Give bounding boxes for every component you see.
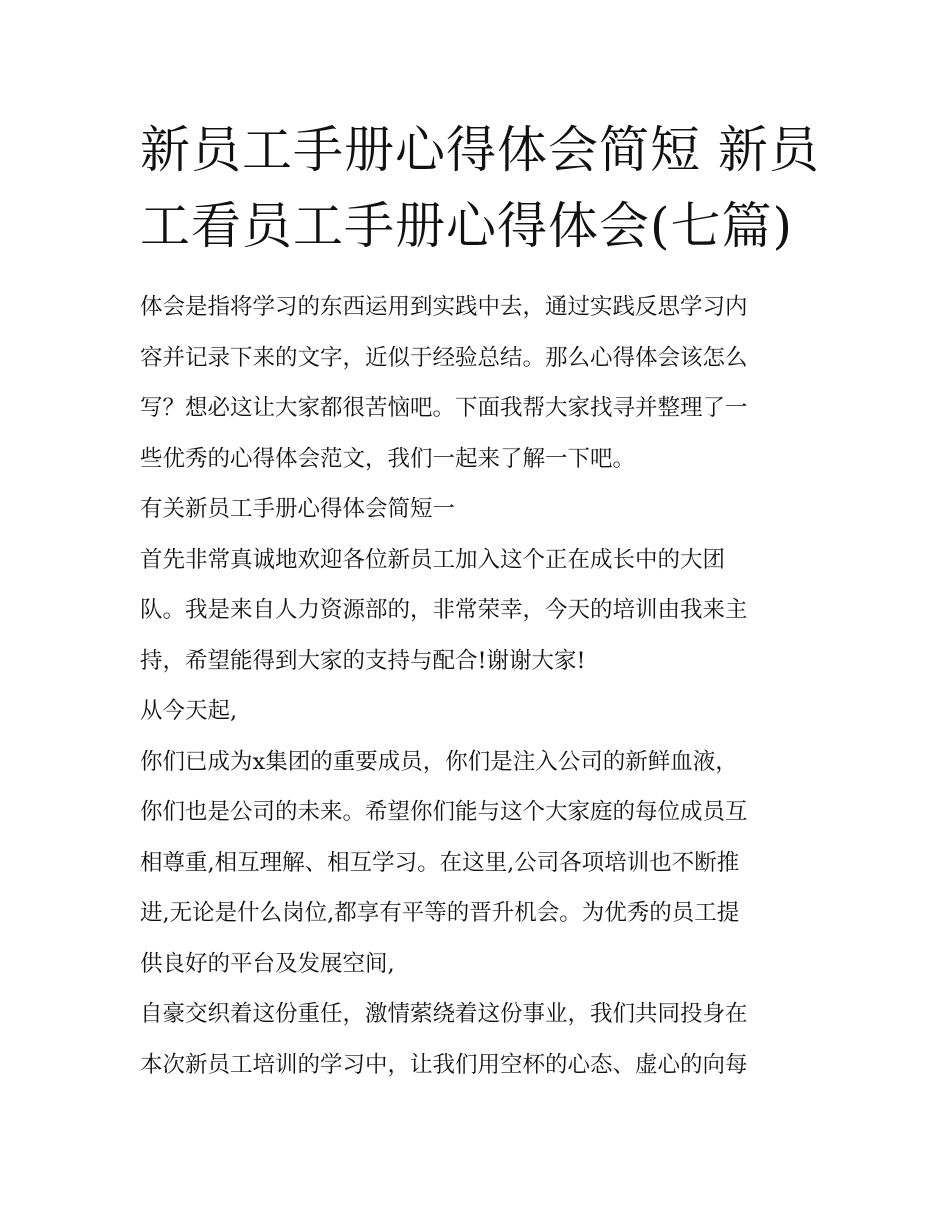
intro-line: 写？想必这让大家都很苦恼吧。下面我帮大家找寻并整理了一 <box>140 395 748 421</box>
paragraph-line: 自豪交织着这份重任，激情萦绕着这份事业，我们共同投身在 <box>140 1001 748 1027</box>
section-heading: 有关新员工手册心得体会简短一 <box>140 496 456 522</box>
document-body <box>140 282 820 1090</box>
paragraph-line: 从今天起, <box>140 698 238 724</box>
paragraph-line: 持，希望能得到大家的支持与配合!谢谢大家! <box>140 647 586 674</box>
intro-line: 容并记录下来的文字，近似于经验总结。那么心得体会该怎么 <box>140 344 748 371</box>
paragraph-line: 队。我是来自人力资源部的，非常荣幸，今天的培训由我来主 <box>140 597 748 623</box>
paragraph-line: 进,无论是什么岗位,都享有平等的晋升机会。为优秀的员工提 <box>140 900 740 926</box>
title-line-2: 工看员工手册心得体会(七篇) <box>140 197 794 255</box>
paragraph-line: 你们也是公司的未来。希望你们能与这个大家庭的每位成员互 <box>140 799 748 825</box>
paragraph-line: 首先非常真诚地欢迎各位新员工加入这个正在成长中的大团 <box>140 546 726 573</box>
intro-line: 些优秀的心得体会范文，我们一起来了解一下吧。 <box>140 445 636 472</box>
paragraph-line: 供良好的平台及发展空间, <box>140 950 395 977</box>
paragraph-line: 相尊重,相互理解、相互学习。在这里,公司各项培训也不断推 <box>140 849 740 876</box>
document-title <box>140 112 820 264</box>
paragraph-line: 你们已成为x集团的重要成员，你们是注入公司的新鲜血液， <box>140 748 738 775</box>
intro-line: 体会是指将学习的东西运用到实践中去，通过实践反思学习内 <box>140 294 748 320</box>
paragraph-line: 本次新员工培训的学习中，让我们用空杯的心态、虚心的向每 <box>140 1051 748 1078</box>
title-line-1: 新员工手册心得体会简短 新员 <box>140 121 820 179</box>
